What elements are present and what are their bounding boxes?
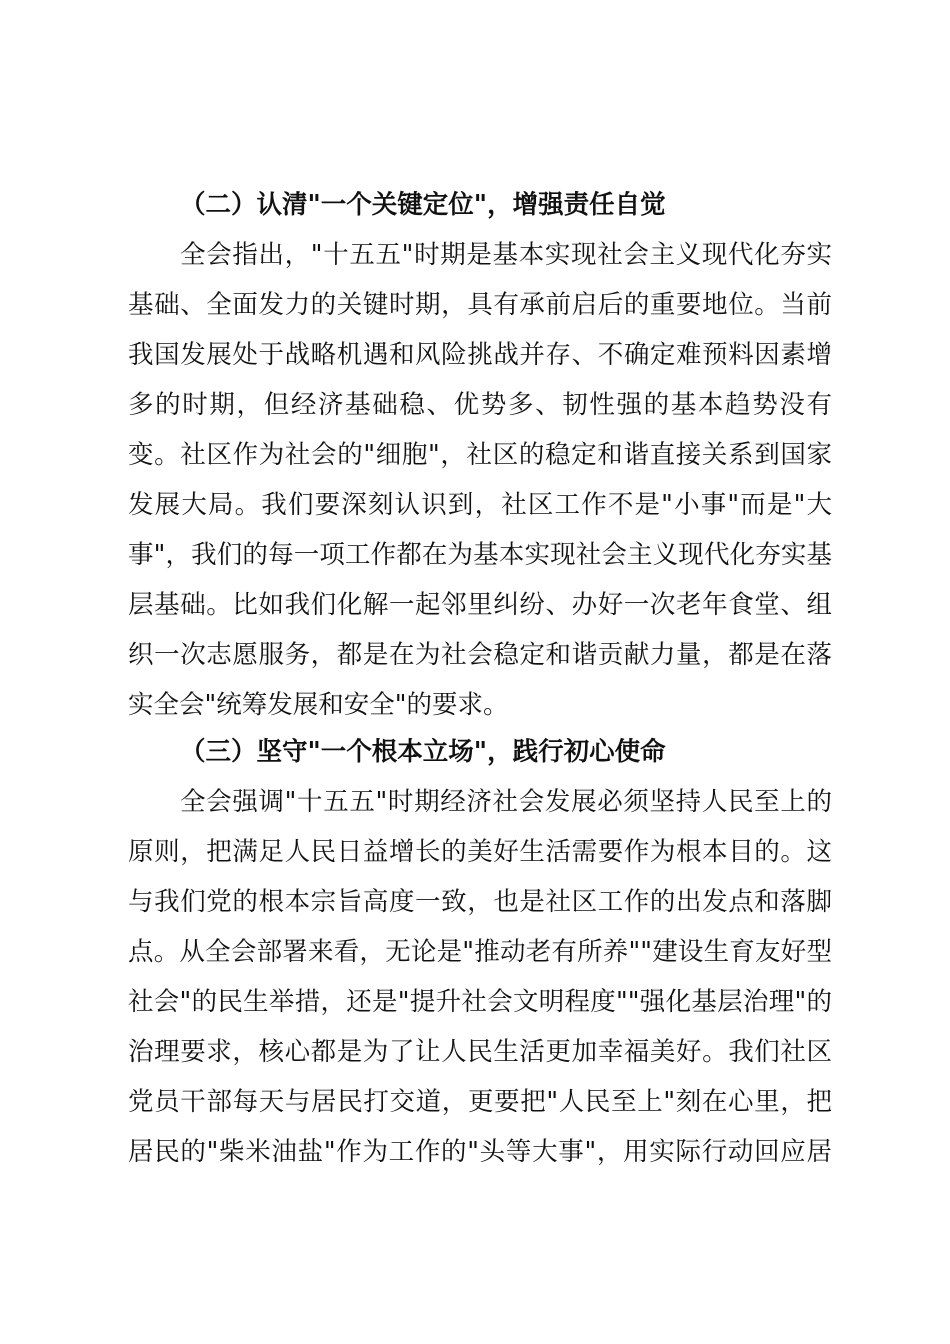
- paragraph-line: 全会强调"十五五"时期经济社会发展必须坚持人民至上的: [180, 787, 832, 817]
- paragraph-line: 全会指出，"十五五"时期是基本实现社会主义现代化夯实: [180, 240, 832, 270]
- paragraph-line: 社会"的民生举措，还是"提升社会文明程度""强化基层治理"的: [128, 987, 832, 1017]
- paragraph-line: 事"，我们的每一项工作都在为基本实现社会主义现代化夯实基: [128, 540, 832, 570]
- paragraph-line: 党员干部每天与居民打交道，更要把"人民至上"刻在心里，把: [128, 1087, 832, 1117]
- paragraph-line: 居民的"柴米油盐"作为工作的"头等大事"，用实际行动回应居: [128, 1137, 832, 1167]
- paragraph-line: 基础、全面发力的关键时期，具有承前启后的重要地位。当前: [128, 290, 832, 320]
- section-heading: （二）认清"一个关键定位"，增强责任自觉: [180, 190, 666, 220]
- paragraph-line: 与我们党的根本宗旨高度一致，也是社区工作的出发点和落脚: [128, 887, 832, 917]
- paragraph-line: 多的时期，但经济基础稳、优势多、韧性强的基本趋势没有: [128, 390, 832, 420]
- paragraph-line: 层基础。比如我们化解一起邻里纠纷、办好一次老年食堂、组: [128, 590, 832, 620]
- paragraph-line: 变。社区作为社会的"细胞"，社区的稳定和谐直接关系到国家: [128, 440, 832, 470]
- paragraph-line: 原则，把满足人民日益增长的美好生活需要作为根本目的。这: [128, 837, 832, 867]
- paragraph-line: 发展大局。我们要深刻认识到，社区工作不是"小事"而是"大: [128, 490, 832, 520]
- paragraph-line: 我国发展处于战略机遇和风险挑战并存、不确定难预料因素增: [128, 340, 832, 370]
- paragraph-line: 实全会"统筹发展和安全"的要求。: [128, 690, 509, 720]
- paragraph-line: 点。从全会部署来看，无论是"推动老有所养""建设生育友好型: [128, 937, 832, 967]
- section-heading: （三）坚守"一个根本立场"，践行初心使命: [180, 737, 666, 767]
- paragraph-line: 织一次志愿服务，都是在为社会稳定和谐贡献力量，都是在落: [128, 640, 832, 670]
- paragraph-line: 治理要求，核心都是为了让人民生活更加幸福美好。我们社区: [128, 1037, 832, 1067]
